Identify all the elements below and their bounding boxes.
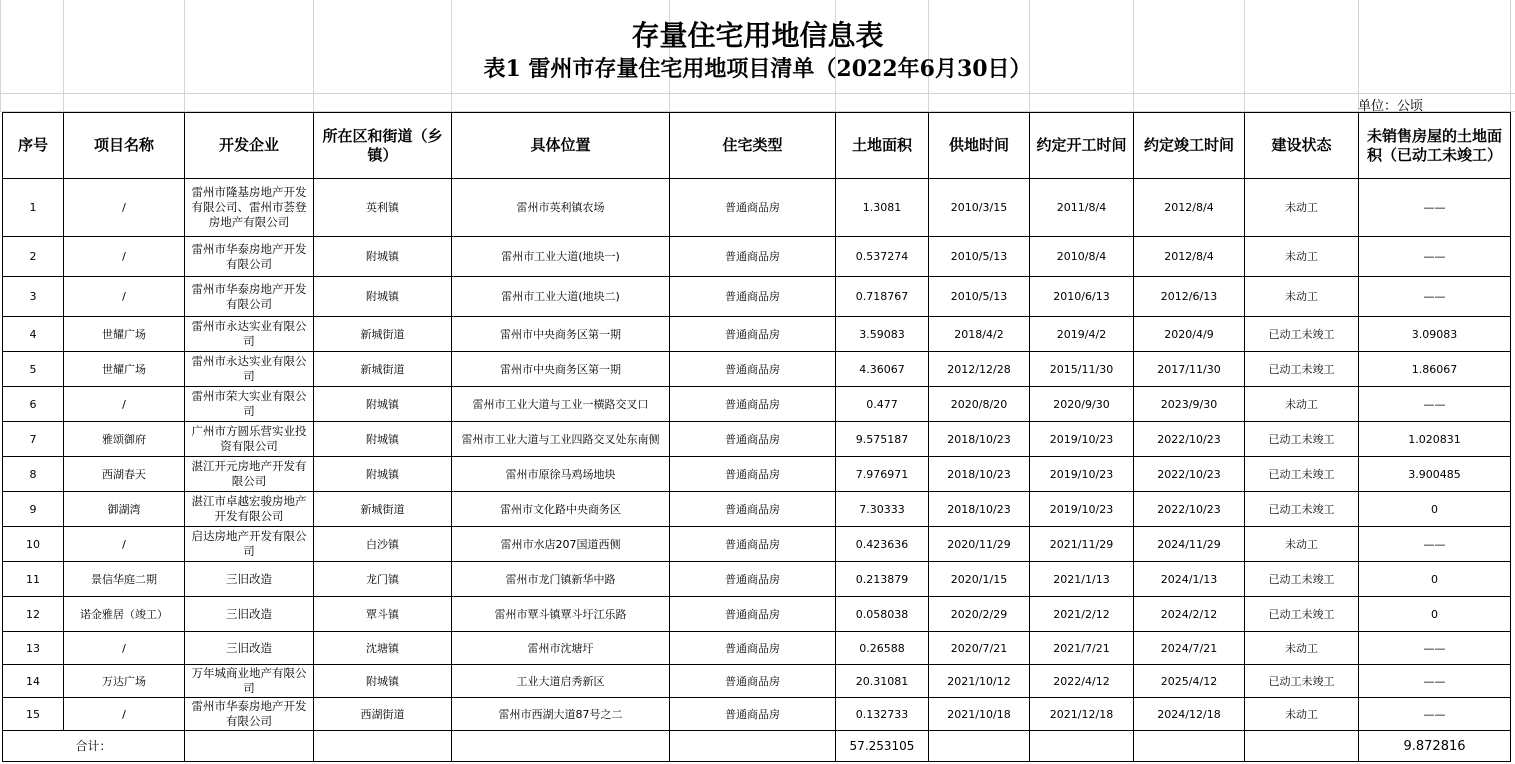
- table-cell[interactable]: 9.575187: [836, 422, 929, 457]
- header-cell[interactable]: 住宅类型: [670, 113, 836, 179]
- table-cell[interactable]: 13: [3, 632, 64, 665]
- table-cell[interactable]: 未动工: [1245, 179, 1359, 237]
- total-unsold-area[interactable]: 9.872816: [1359, 731, 1511, 762]
- table-cell[interactable]: 普通商品房: [670, 317, 836, 352]
- table-cell[interactable]: 0.26588: [836, 632, 929, 665]
- header-cell[interactable]: 未销售房屋的土地面积（已动工未竣工）: [1359, 113, 1511, 179]
- table-cell[interactable]: 未动工: [1245, 527, 1359, 562]
- table-cell[interactable]: 1: [3, 179, 64, 237]
- table-cell[interactable]: 3.09083: [1359, 317, 1511, 352]
- table-cell[interactable]: 1.86067: [1359, 352, 1511, 387]
- table-cell[interactable]: 雷州市西湖大道87号之二: [452, 698, 670, 731]
- table-cell[interactable]: 2: [3, 237, 64, 277]
- table-cell[interactable]: [452, 731, 670, 762]
- table-cell[interactable]: 2021/10/18: [929, 698, 1030, 731]
- table-cell[interactable]: 附城镇: [314, 665, 452, 698]
- table-cell[interactable]: 7.976971: [836, 457, 929, 492]
- table-cell[interactable]: /: [64, 527, 185, 562]
- table-cell[interactable]: 2010/3/15: [929, 179, 1030, 237]
- table-cell[interactable]: 三旧改造: [185, 632, 314, 665]
- table-cell[interactable]: 普通商品房: [670, 597, 836, 632]
- header-cell[interactable]: 开发企业: [185, 113, 314, 179]
- table-cell[interactable]: 2024/1/13: [1134, 562, 1245, 597]
- table-cell[interactable]: 2015/11/30: [1030, 352, 1134, 387]
- table-cell[interactable]: 普通商品房: [670, 237, 836, 277]
- header-cell[interactable]: 约定竣工时间: [1134, 113, 1245, 179]
- table-cell[interactable]: 2012/12/28: [929, 352, 1030, 387]
- header-cell[interactable]: 序号: [3, 113, 64, 179]
- table-cell[interactable]: 雷州市中央商务区第一期: [452, 317, 670, 352]
- table-cell[interactable]: 未动工: [1245, 387, 1359, 422]
- table-cell[interactable]: 0.718767: [836, 277, 929, 317]
- table-cell[interactable]: 未动工: [1245, 698, 1359, 731]
- table-cell[interactable]: 雷州市文化路中央商务区: [452, 492, 670, 527]
- table-cell[interactable]: 2024/12/18: [1134, 698, 1245, 731]
- table-cell[interactable]: 0: [1359, 597, 1511, 632]
- table-cell[interactable]: 雷州市水店207国道西侧: [452, 527, 670, 562]
- table-cell[interactable]: [1134, 731, 1245, 762]
- table-cell[interactable]: 雷州市龙门镇新华中路: [452, 562, 670, 597]
- table-cell[interactable]: 7: [3, 422, 64, 457]
- table-cell[interactable]: 2024/11/29: [1134, 527, 1245, 562]
- table-cell[interactable]: 2019/10/23: [1030, 422, 1134, 457]
- table-cell[interactable]: ——: [1359, 387, 1511, 422]
- table-cell[interactable]: 2025/4/12: [1134, 665, 1245, 698]
- table-cell[interactable]: 10: [3, 527, 64, 562]
- table-cell[interactable]: 普通商品房: [670, 665, 836, 698]
- table-cell[interactable]: 雷州市荣大实业有限公司: [185, 387, 314, 422]
- table-cell[interactable]: 雅颂御府: [64, 422, 185, 457]
- table-cell[interactable]: 已动工未竣工: [1245, 665, 1359, 698]
- table-cell[interactable]: 诺金雅居（竣工）: [64, 597, 185, 632]
- table-cell[interactable]: 附城镇: [314, 457, 452, 492]
- table-cell[interactable]: 2019/10/23: [1030, 457, 1134, 492]
- table-cell[interactable]: 已动工未竣工: [1245, 492, 1359, 527]
- table-cell[interactable]: 2021/11/29: [1030, 527, 1134, 562]
- table-cell[interactable]: 已动工未竣工: [1245, 317, 1359, 352]
- table-cell[interactable]: 普通商品房: [670, 422, 836, 457]
- table-cell[interactable]: 已动工未竣工: [1245, 422, 1359, 457]
- table-cell[interactable]: 4.36067: [836, 352, 929, 387]
- table-cell[interactable]: 2010/5/13: [929, 277, 1030, 317]
- table-cell[interactable]: 0: [1359, 492, 1511, 527]
- header-cell[interactable]: 供地时间: [929, 113, 1030, 179]
- total-label[interactable]: 合计：: [3, 731, 185, 762]
- table-cell[interactable]: 2012/6/13: [1134, 277, 1245, 317]
- table-cell[interactable]: 万达广场: [64, 665, 185, 698]
- table-cell[interactable]: [185, 731, 314, 762]
- table-cell[interactable]: 0.477: [836, 387, 929, 422]
- table-cell[interactable]: 白沙镇: [314, 527, 452, 562]
- table-cell[interactable]: ——: [1359, 237, 1511, 277]
- table-cell[interactable]: ——: [1359, 277, 1511, 317]
- table-cell[interactable]: 2022/10/23: [1134, 492, 1245, 527]
- table-cell[interactable]: 2021/12/18: [1030, 698, 1134, 731]
- table-cell[interactable]: 雷州市华泰房地产开发有限公司: [185, 237, 314, 277]
- table-cell[interactable]: 雷州市永达实业有限公司: [185, 317, 314, 352]
- table-cell[interactable]: 世耀广场: [64, 352, 185, 387]
- table-cell[interactable]: 5: [3, 352, 64, 387]
- header-cell[interactable]: 建设状态: [1245, 113, 1359, 179]
- table-cell[interactable]: 2018/10/23: [929, 422, 1030, 457]
- table-cell[interactable]: [670, 731, 836, 762]
- table-cell[interactable]: 2018/10/23: [929, 457, 1030, 492]
- header-cell[interactable]: 项目名称: [64, 113, 185, 179]
- table-cell[interactable]: 西湖春天: [64, 457, 185, 492]
- table-cell[interactable]: 雷州市覃斗镇覃斗圩江乐路: [452, 597, 670, 632]
- table-cell[interactable]: 12: [3, 597, 64, 632]
- table-cell[interactable]: 附城镇: [314, 422, 452, 457]
- table-cell[interactable]: 雷州市原徐马鸡场地块: [452, 457, 670, 492]
- table-cell[interactable]: 3.900485: [1359, 457, 1511, 492]
- table-cell[interactable]: 雷州市永达实业有限公司: [185, 352, 314, 387]
- table-cell[interactable]: 2018/4/2: [929, 317, 1030, 352]
- table-cell[interactable]: 3.59083: [836, 317, 929, 352]
- table-cell[interactable]: ——: [1359, 665, 1511, 698]
- table-cell[interactable]: [1030, 731, 1134, 762]
- table-cell[interactable]: 未动工: [1245, 237, 1359, 277]
- table-cell[interactable]: 普通商品房: [670, 457, 836, 492]
- table-cell[interactable]: 普通商品房: [670, 527, 836, 562]
- table-cell[interactable]: /: [64, 237, 185, 277]
- page-title: 存量住宅用地信息表: [631, 19, 884, 52]
- table-cell[interactable]: 6: [3, 387, 64, 422]
- table-cell[interactable]: 0.132733: [836, 698, 929, 731]
- table-cell[interactable]: [1245, 731, 1359, 762]
- table-cell[interactable]: 御湖湾: [64, 492, 185, 527]
- table-row: [3, 317, 1511, 352]
- table-cell[interactable]: /: [64, 387, 185, 422]
- table-cell[interactable]: 普通商品房: [670, 179, 836, 237]
- table-cell[interactable]: 未动工: [1245, 277, 1359, 317]
- table-cell[interactable]: 2010/6/13: [1030, 277, 1134, 317]
- table-cell[interactable]: 新城街道: [314, 352, 452, 387]
- header-cell[interactable]: 所在区和街道（乡镇）: [314, 113, 452, 179]
- table-cell[interactable]: 2017/11/30: [1134, 352, 1245, 387]
- table-cell[interactable]: 2021/1/13: [1030, 562, 1134, 597]
- table-cell[interactable]: 2020/8/20: [929, 387, 1030, 422]
- table-cell[interactable]: /: [64, 632, 185, 665]
- table-cell[interactable]: ——: [1359, 527, 1511, 562]
- table-row: [3, 665, 1511, 698]
- table-cell[interactable]: 2011/8/4: [1030, 179, 1134, 237]
- table-row: [3, 352, 1511, 387]
- table-cell[interactable]: [929, 731, 1030, 762]
- table-cell[interactable]: 雷州市隆基房地产开发有限公司、雷州市荟登房地产有限公司: [185, 179, 314, 237]
- table-cell[interactable]: 0.058038: [836, 597, 929, 632]
- table-cell[interactable]: 沈塘镇: [314, 632, 452, 665]
- table-cell[interactable]: 2021/10/12: [929, 665, 1030, 698]
- table-cell[interactable]: 0.213879: [836, 562, 929, 597]
- table-cell[interactable]: 8: [3, 457, 64, 492]
- table-cell[interactable]: 已动工未竣工: [1245, 457, 1359, 492]
- table-cell[interactable]: 附城镇: [314, 277, 452, 317]
- table-cell[interactable]: 2010/5/13: [929, 237, 1030, 277]
- table-cell[interactable]: 普通商品房: [670, 352, 836, 387]
- table-cell[interactable]: 2010/8/4: [1030, 237, 1134, 277]
- table-cell[interactable]: 三旧改造: [185, 562, 314, 597]
- table-cell[interactable]: 湛江市卓越宏骏房地产开发有限公司: [185, 492, 314, 527]
- table-cell[interactable]: 广州市方圆乐营实业投资有限公司: [185, 422, 314, 457]
- table-cell[interactable]: 普通商品房: [670, 277, 836, 317]
- table-cell[interactable]: 西湖街道: [314, 698, 452, 731]
- table-row: [3, 597, 1511, 632]
- table-cell[interactable]: 覃斗镇: [314, 597, 452, 632]
- table-cell[interactable]: 雷州市中央商务区第一期: [452, 352, 670, 387]
- table-cell[interactable]: 工业大道启秀新区: [452, 665, 670, 698]
- table-cell[interactable]: 雷州市工业大道(地块二): [452, 277, 670, 317]
- table-cell[interactable]: 2022/4/12: [1030, 665, 1134, 698]
- table-cell[interactable]: ——: [1359, 179, 1511, 237]
- table-cell[interactable]: 2020/9/30: [1030, 387, 1134, 422]
- table-cell[interactable]: 雷州市工业大道与工业一横路交叉口: [452, 387, 670, 422]
- table-cell[interactable]: 普通商品房: [670, 698, 836, 731]
- table-cell[interactable]: 景信华庭二期: [64, 562, 185, 597]
- table-cell[interactable]: 普通商品房: [670, 562, 836, 597]
- unit-label: 单位：公顷: [1358, 99, 1424, 114]
- table-cell[interactable]: 三旧改造: [185, 597, 314, 632]
- table-cell[interactable]: 2019/10/23: [1030, 492, 1134, 527]
- land-info-table: [2, 112, 1511, 762]
- table-row: [3, 562, 1511, 597]
- table-row: [3, 387, 1511, 422]
- table-cell[interactable]: 7.30333: [836, 492, 929, 527]
- table-cell[interactable]: 4: [3, 317, 64, 352]
- total-row: [3, 731, 1511, 762]
- table-cell[interactable]: 龙门镇: [314, 562, 452, 597]
- table-row: [3, 632, 1511, 665]
- table-cell[interactable]: 雷州市华泰房地产开发有限公司: [185, 698, 314, 731]
- table-cell[interactable]: 普通商品房: [670, 632, 836, 665]
- table-cell[interactable]: 2018/10/23: [929, 492, 1030, 527]
- table-row: [3, 457, 1511, 492]
- table-cell[interactable]: ——: [1359, 698, 1511, 731]
- table-cell[interactable]: 附城镇: [314, 387, 452, 422]
- table-cell[interactable]: /: [64, 698, 185, 731]
- table-cell[interactable]: 附城镇: [314, 237, 452, 277]
- table-cell[interactable]: 2021/7/21: [1030, 632, 1134, 665]
- table-cell[interactable]: 未动工: [1245, 632, 1359, 665]
- table-cell[interactable]: 9: [3, 492, 64, 527]
- table-cell[interactable]: 2023/9/30: [1134, 387, 1245, 422]
- table-cell[interactable]: 新城街道: [314, 317, 452, 352]
- table-cell[interactable]: /: [64, 277, 185, 317]
- table-cell[interactable]: 2019/4/2: [1030, 317, 1134, 352]
- table-subtitle: 表1 雷州市存量住宅用地项目清单（2022年6月30日）: [483, 56, 1032, 82]
- table-row: [3, 492, 1511, 527]
- table-cell[interactable]: 已动工未竣工: [1245, 352, 1359, 387]
- table-cell[interactable]: 2024/2/12: [1134, 597, 1245, 632]
- table-cell[interactable]: 2020/7/21: [929, 632, 1030, 665]
- table-cell[interactable]: 20.31081: [836, 665, 929, 698]
- table-cell[interactable]: 0.537274: [836, 237, 929, 277]
- table-cell[interactable]: 2024/7/21: [1134, 632, 1245, 665]
- table-cell[interactable]: 2020/1/15: [929, 562, 1030, 597]
- table-cell[interactable]: 2012/8/4: [1134, 179, 1245, 237]
- table-cell[interactable]: 2020/2/29: [929, 597, 1030, 632]
- table-cell[interactable]: 0.423636: [836, 527, 929, 562]
- table-cell[interactable]: 雷州市华泰房地产开发有限公司: [185, 277, 314, 317]
- table-cell[interactable]: 已动工未竣工: [1245, 597, 1359, 632]
- table-cell[interactable]: 2022/10/23: [1134, 457, 1245, 492]
- table-cell[interactable]: 启达房地产开发有限公司: [185, 527, 314, 562]
- table-cell[interactable]: 11: [3, 562, 64, 597]
- gridline: [0, 93, 1515, 94]
- table-row: [3, 422, 1511, 457]
- table-cell[interactable]: 湛江开元房地产开发有限公司: [185, 457, 314, 492]
- table-row: [3, 237, 1511, 277]
- table-cell[interactable]: 普通商品房: [670, 492, 836, 527]
- total-land-area[interactable]: 57.253105: [836, 731, 929, 762]
- table-cell[interactable]: 2020/4/9: [1134, 317, 1245, 352]
- header-cell[interactable]: 具体位置: [452, 113, 670, 179]
- table-cell[interactable]: 3: [3, 277, 64, 317]
- table-cell[interactable]: 雷州市工业大道与工业四路交叉处东南侧: [452, 422, 670, 457]
- table-cell[interactable]: 1.3081: [836, 179, 929, 237]
- table-cell[interactable]: 0: [1359, 562, 1511, 597]
- table-cell[interactable]: 雷州市英利镇农场: [452, 179, 670, 237]
- table-row: [3, 277, 1511, 317]
- table-cell[interactable]: [314, 731, 452, 762]
- table-cell[interactable]: /: [64, 179, 185, 237]
- header-cell[interactable]: 约定开工时间: [1030, 113, 1134, 179]
- table-cell[interactable]: 14: [3, 665, 64, 698]
- table-cell[interactable]: 2022/10/23: [1134, 422, 1245, 457]
- table-cell[interactable]: 英利镇: [314, 179, 452, 237]
- table-row: [3, 527, 1511, 562]
- header-cell[interactable]: 土地面积: [836, 113, 929, 179]
- table-cell[interactable]: 2012/8/4: [1134, 237, 1245, 277]
- header-row: [3, 113, 1511, 179]
- table-cell[interactable]: 1.020831: [1359, 422, 1511, 457]
- table-cell[interactable]: 雷州市工业大道(地块一): [452, 237, 670, 277]
- table-cell[interactable]: 已动工未竣工: [1245, 562, 1359, 597]
- table-cell[interactable]: 世耀广场: [64, 317, 185, 352]
- table-cell[interactable]: 新城街道: [314, 492, 452, 527]
- table-cell[interactable]: 2020/11/29: [929, 527, 1030, 562]
- table-cell[interactable]: 万年城商业地产有限公司: [185, 665, 314, 698]
- table-cell[interactable]: 15: [3, 698, 64, 731]
- table-row: [3, 698, 1511, 731]
- table-cell[interactable]: ——: [1359, 632, 1511, 665]
- table-cell[interactable]: 2021/2/12: [1030, 597, 1134, 632]
- table-cell[interactable]: 普通商品房: [670, 387, 836, 422]
- table-row: [3, 179, 1511, 237]
- table-cell[interactable]: 雷州市沈塘圩: [452, 632, 670, 665]
